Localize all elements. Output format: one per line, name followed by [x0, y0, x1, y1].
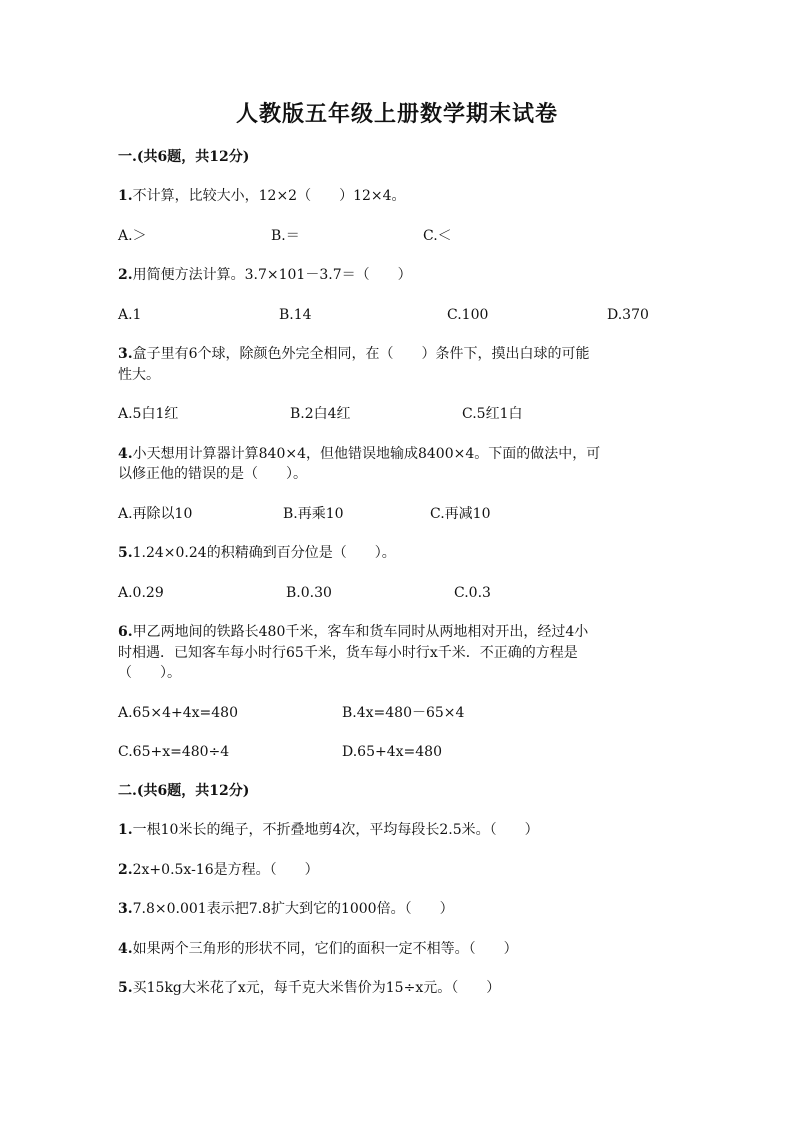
question-1-4-cont: 以修正他的错误的是（ ）。	[118, 466, 307, 482]
option-d[interactable]: D.65+4x=480	[342, 744, 442, 760]
option-b[interactable]: B.0.30	[286, 585, 332, 601]
option-b[interactable]: B.再乘10	[283, 506, 344, 522]
question-text: 小天想用计算器计算840×4，但他错误地输成8400×4。下面的做法中，可	[132, 446, 601, 462]
question-number: 5.	[118, 545, 133, 561]
question-number: 3.	[118, 346, 133, 362]
option-c[interactable]: C.5红1白	[462, 406, 523, 422]
question-number: 3.	[118, 901, 133, 917]
option-b[interactable]: B.＝	[271, 228, 300, 244]
option-a[interactable]: A.＞	[118, 228, 147, 244]
page-title: 人教版五年级上册数学期末试卷	[235, 101, 558, 127]
question-1-6-cont2: （ ）。	[118, 665, 181, 681]
section-1-heading: 一.(共6题，共12分)	[118, 149, 250, 165]
question-2-2	[118, 860, 684, 880]
option-c[interactable]: C.再减10	[430, 506, 491, 522]
question-1-6-cont: 时相遇．已知客车每小时行65千米，货车每小时行x千米．不正确的方程是	[118, 645, 578, 661]
question-2-1	[118, 820, 684, 840]
question-1-6	[118, 622, 684, 642]
question-number: 4.	[118, 446, 133, 462]
question-1-2	[118, 265, 684, 285]
option-c[interactable]: C.0.3	[454, 585, 491, 601]
question-1-3-cont: 性大。	[118, 367, 160, 383]
question-text: 1.24×0.24的积精确到百分位是（ ）。	[132, 545, 396, 561]
question-text: 用简便方法计算。3.7×101－3.7＝（ ）	[132, 267, 412, 283]
question-number: 2.	[118, 267, 133, 283]
question-text: 甲乙两地间的铁路长480千米，客车和货车同时从两地相对开出，经过4小	[132, 624, 589, 640]
option-b[interactable]: B.4x=480－65×4	[342, 705, 465, 721]
question-1-1	[118, 186, 684, 206]
option-a[interactable]: A.65×4+4x=480	[118, 705, 238, 721]
question-1-5	[118, 543, 684, 563]
option-c[interactable]: C.100	[447, 307, 489, 323]
option-d[interactable]: D.370	[607, 307, 649, 323]
question-number: 2.	[118, 862, 133, 878]
question-1-4	[118, 444, 684, 464]
option-a[interactable]: A.1	[118, 307, 142, 323]
question-2-4	[118, 939, 684, 959]
question-text: 一根10米长的绳子，不折叠地剪4次，平均每段长2.5米。（ ）	[132, 822, 539, 838]
option-c[interactable]: C.＜	[423, 228, 452, 244]
option-b[interactable]: B.14	[279, 307, 312, 323]
option-b[interactable]: B.2白4红	[290, 406, 351, 422]
question-text: 买15kg大米花了x元，每千克大米售价为15÷x元。（ ）	[132, 980, 501, 996]
question-text: 7.8×0.001表示把7.8扩大到它的1000倍。（ ）	[132, 901, 454, 917]
option-a[interactable]: A.再除以10	[118, 506, 193, 522]
option-a[interactable]: A.0.29	[118, 585, 164, 601]
question-text: 2x+0.5x-16是方程。（ ）	[132, 862, 319, 878]
question-number: 6.	[118, 624, 133, 640]
question-number: 1.	[118, 188, 133, 204]
question-2-3	[118, 899, 684, 919]
question-number: 1.	[118, 822, 133, 838]
question-text: 如果两个三角形的形状不同，它们的面积一定不相等。（ ）	[132, 941, 518, 957]
question-2-5	[118, 978, 684, 998]
question-text: 盒子里有6个球，除颜色外完全相同，在（ ）条件下，摸出白球的可能	[132, 346, 590, 362]
question-number: 4.	[118, 941, 133, 957]
question-1-3	[118, 344, 684, 364]
question-text: 不计算，比较大小，12×2（ ）12×4。	[132, 188, 406, 204]
option-a[interactable]: A.5白1红	[118, 406, 179, 422]
section-2-heading: 二.(共6题，共12分)	[118, 783, 250, 799]
question-number: 5.	[118, 980, 133, 996]
option-c[interactable]: C.65+x=480÷4	[118, 744, 230, 760]
